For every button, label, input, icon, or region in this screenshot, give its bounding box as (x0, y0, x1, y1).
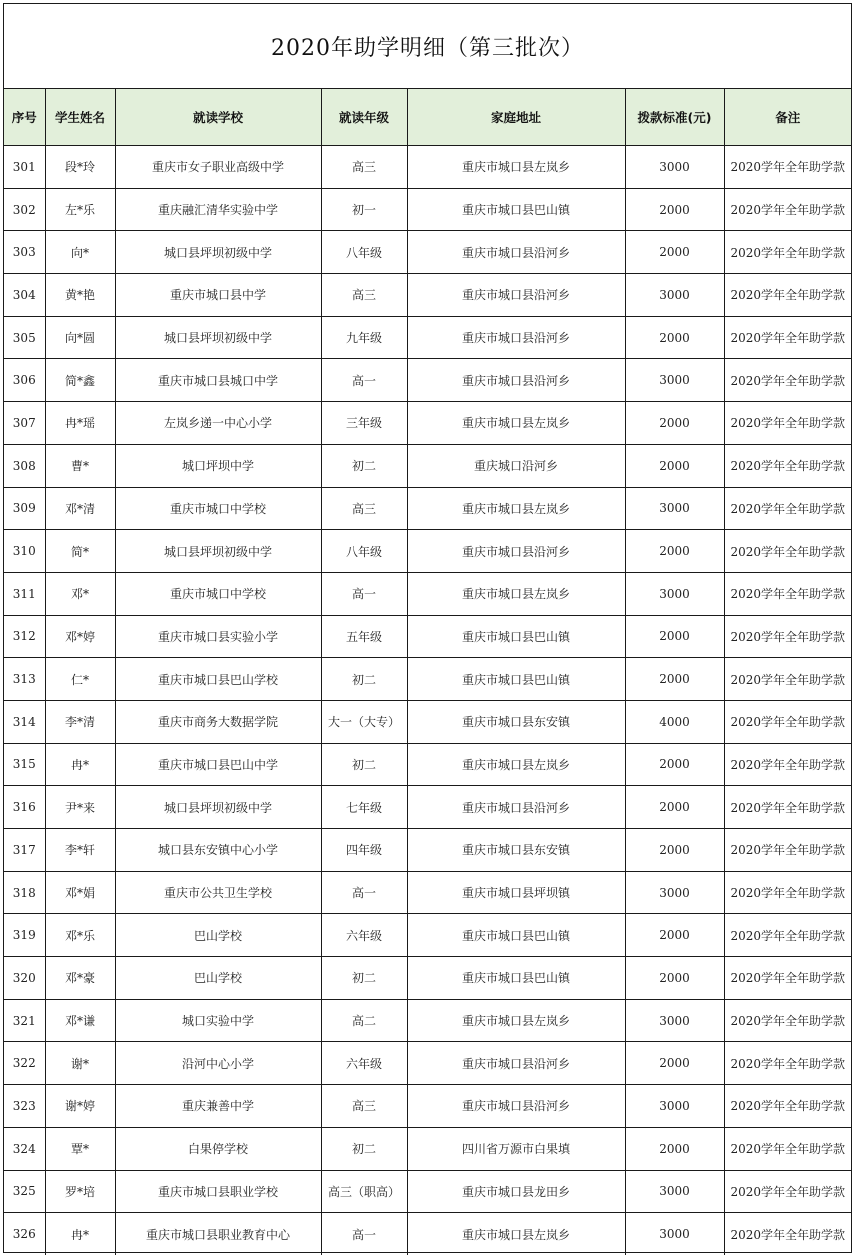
cell-school: 重庆市城口县职业教育中心 (115, 1213, 321, 1255)
cell-index: 320 (4, 957, 45, 1000)
table-row (4, 1127, 851, 1170)
cell-school: 城口县东安镇中心小学 (115, 829, 321, 872)
cell-school: 重庆市城口县城口中学 (115, 359, 321, 402)
cell-grade: 三年级 (321, 402, 407, 445)
cell-student-name: 邓*谦 (45, 999, 115, 1042)
table-row (4, 572, 851, 615)
header-amount: 拨款标准(元) (625, 89, 724, 146)
cell-amount: 2000 (625, 1127, 724, 1170)
cell-grade: 高三（职高） (321, 1170, 407, 1213)
cell-grade: 八年级 (321, 530, 407, 573)
cell-grade: 初二 (321, 1127, 407, 1170)
cell-index: 316 (4, 786, 45, 829)
cell-remark: 2020学年全年助学款 (724, 957, 851, 1000)
cell-index: 312 (4, 615, 45, 658)
cell-amount: 2000 (625, 530, 724, 573)
table-row (4, 743, 851, 786)
table-row (4, 444, 851, 487)
cell-amount: 2000 (625, 188, 724, 231)
cell-student-name: 冉*瑶 (45, 402, 115, 445)
table-row (4, 530, 851, 573)
cell-home-address: 重庆市城口县左岚乡 (407, 402, 625, 445)
cell-remark: 2020学年全年助学款 (724, 999, 851, 1042)
cell-amount: 2000 (625, 786, 724, 829)
cell-amount: 2000 (625, 829, 724, 872)
cell-grade: 初二 (321, 743, 407, 786)
cell-remark: 2020学年全年助学款 (724, 444, 851, 487)
cell-amount: 2000 (625, 444, 724, 487)
cell-index: 307 (4, 402, 45, 445)
cell-index: 324 (4, 1127, 45, 1170)
cell-index: 325 (4, 1170, 45, 1213)
cell-remark: 2020学年全年助学款 (724, 1042, 851, 1085)
cell-amount: 3000 (625, 572, 724, 615)
cell-amount: 3000 (625, 1170, 724, 1213)
cell-grade: 高三 (321, 274, 407, 317)
cell-index: 319 (4, 914, 45, 957)
cell-home-address: 重庆市城口县沿河乡 (407, 786, 625, 829)
cell-amount: 3000 (625, 871, 724, 914)
cell-amount: 3000 (625, 359, 724, 402)
cell-remark: 2020学年全年助学款 (724, 402, 851, 445)
cell-student-name: 段*玲 (45, 146, 115, 189)
cell-remark: 2020学年全年助学款 (724, 743, 851, 786)
cell-amount: 2000 (625, 743, 724, 786)
header-grade: 就读年级 (321, 89, 407, 146)
cell-amount: 2000 (625, 316, 724, 359)
cell-student-name: 仁* (45, 658, 115, 701)
cell-amount: 2000 (625, 1042, 724, 1085)
cell-index: 302 (4, 188, 45, 231)
cell-school: 重庆市公共卫生学校 (115, 871, 321, 914)
cell-index: 321 (4, 999, 45, 1042)
cell-grade: 高一 (321, 871, 407, 914)
cell-school: 巴山学校 (115, 957, 321, 1000)
header-index: 序号 (4, 89, 45, 146)
cell-remark: 2020学年全年助学款 (724, 1127, 851, 1170)
cell-amount: 3000 (625, 1085, 724, 1128)
cell-index: 315 (4, 743, 45, 786)
table-row (4, 146, 851, 189)
table-row (4, 1085, 851, 1128)
cell-school: 重庆融汇清华实验中学 (115, 188, 321, 231)
cell-remark: 2020学年全年助学款 (724, 700, 851, 743)
cell-home-address: 重庆市城口县左岚乡 (407, 487, 625, 530)
aid-table (4, 89, 851, 1255)
cell-remark: 2020学年全年助学款 (724, 188, 851, 231)
cell-home-address: 重庆市城口县巴山镇 (407, 658, 625, 701)
cell-student-name: 李*轩 (45, 829, 115, 872)
cell-school: 重庆兼善中学 (115, 1085, 321, 1128)
header-remark: 备注 (724, 89, 851, 146)
cell-school: 城口实验中学 (115, 999, 321, 1042)
cell-home-address: 重庆市城口县左岚乡 (407, 572, 625, 615)
cell-school: 重庆市女子职业高级中学 (115, 146, 321, 189)
cell-school: 重庆市城口中学校 (115, 572, 321, 615)
cell-school: 重庆市城口中学校 (115, 487, 321, 530)
cell-home-address: 重庆市城口县沿河乡 (407, 1042, 625, 1085)
table-row (4, 786, 851, 829)
header-student-name: 学生姓名 (45, 89, 115, 146)
table-row (4, 1213, 851, 1255)
cell-student-name: 谢* (45, 1042, 115, 1085)
cell-remark: 2020学年全年助学款 (724, 572, 851, 615)
cell-grade: 初二 (321, 444, 407, 487)
cell-index: 313 (4, 658, 45, 701)
cell-school: 重庆市城口县巴山学校 (115, 658, 321, 701)
cell-student-name: 曹* (45, 444, 115, 487)
cell-student-name: 简*鑫 (45, 359, 115, 402)
cell-school: 重庆市城口县实验小学 (115, 615, 321, 658)
cell-remark: 2020学年全年助学款 (724, 359, 851, 402)
cell-remark: 2020学年全年助学款 (724, 274, 851, 317)
table-row (4, 829, 851, 872)
table-row (4, 1042, 851, 1085)
cell-school: 城口县坪坝初级中学 (115, 786, 321, 829)
cell-school: 沿河中心小学 (115, 1042, 321, 1085)
cell-grade: 八年级 (321, 231, 407, 274)
cell-home-address: 重庆市城口县沿河乡 (407, 274, 625, 317)
cell-index: 310 (4, 530, 45, 573)
cell-student-name: 覃* (45, 1127, 115, 1170)
cell-remark: 2020学年全年助学款 (724, 786, 851, 829)
cell-home-address: 重庆市城口县左岚乡 (407, 1213, 625, 1255)
cell-grade: 九年级 (321, 316, 407, 359)
cell-remark: 2020学年全年助学款 (724, 1085, 851, 1128)
cell-grade: 高三 (321, 487, 407, 530)
cell-grade: 高一 (321, 572, 407, 615)
cell-grade: 四年级 (321, 829, 407, 872)
table-row (4, 402, 851, 445)
cell-grade: 高一 (321, 359, 407, 402)
cell-home-address: 重庆市城口县左岚乡 (407, 146, 625, 189)
cell-grade: 五年级 (321, 615, 407, 658)
cell-home-address: 重庆市城口县沿河乡 (407, 231, 625, 274)
table-row (4, 957, 851, 1000)
cell-index: 323 (4, 1085, 45, 1128)
cell-index: 303 (4, 231, 45, 274)
cell-grade: 初一 (321, 188, 407, 231)
cell-amount: 3000 (625, 274, 724, 317)
cell-student-name: 谢*婷 (45, 1085, 115, 1128)
cell-index: 304 (4, 274, 45, 317)
cell-home-address: 重庆市城口县龙田乡 (407, 1170, 625, 1213)
cell-home-address: 重庆市城口县沿河乡 (407, 1085, 625, 1128)
cell-school: 白果停学校 (115, 1127, 321, 1170)
cell-amount: 2000 (625, 402, 724, 445)
cell-index: 322 (4, 1042, 45, 1085)
cell-student-name: 黄*艳 (45, 274, 115, 317)
cell-home-address: 四川省万源市白果填 (407, 1127, 625, 1170)
aid-sheet (3, 3, 852, 1253)
table-row (4, 359, 851, 402)
table-body (4, 146, 851, 1255)
cell-school: 巴山学校 (115, 914, 321, 957)
cell-school: 城口县坪坝初级中学 (115, 316, 321, 359)
cell-school: 重庆市城口县中学 (115, 274, 321, 317)
cell-grade: 六年级 (321, 1042, 407, 1085)
table-row (4, 231, 851, 274)
cell-remark: 2020学年全年助学款 (724, 231, 851, 274)
cell-index: 306 (4, 359, 45, 402)
header-home-address: 家庭地址 (407, 89, 625, 146)
cell-amount: 3000 (625, 999, 724, 1042)
cell-remark: 2020学年全年助学款 (724, 615, 851, 658)
cell-home-address: 重庆市城口县巴山镇 (407, 188, 625, 231)
cell-student-name: 邓*娟 (45, 871, 115, 914)
cell-amount: 2000 (625, 957, 724, 1000)
cell-home-address: 重庆市城口县巴山镇 (407, 914, 625, 957)
cell-remark: 2020学年全年助学款 (724, 1213, 851, 1255)
cell-school: 城口坪坝中学 (115, 444, 321, 487)
cell-grade: 高三 (321, 146, 407, 189)
cell-remark: 2020学年全年助学款 (724, 1170, 851, 1213)
cell-student-name: 邓*乐 (45, 914, 115, 957)
cell-grade: 初二 (321, 957, 407, 1000)
cell-index: 311 (4, 572, 45, 615)
cell-index: 309 (4, 487, 45, 530)
cell-remark: 2020学年全年助学款 (724, 530, 851, 573)
cell-grade: 大一（大专） (321, 700, 407, 743)
sheet-title: 2020年助学明细（第三批次） (4, 4, 851, 89)
table-row (4, 188, 851, 231)
cell-home-address: 重庆市城口县坪坝镇 (407, 871, 625, 914)
cell-home-address: 重庆城口沿河乡 (407, 444, 625, 487)
table-row (4, 700, 851, 743)
cell-index: 305 (4, 316, 45, 359)
cell-home-address: 重庆市城口县左岚乡 (407, 999, 625, 1042)
cell-remark: 2020学年全年助学款 (724, 658, 851, 701)
cell-student-name: 邓*豪 (45, 957, 115, 1000)
header-school: 就读学校 (115, 89, 321, 146)
table-row (4, 274, 851, 317)
cell-amount: 3000 (625, 1213, 724, 1255)
cell-student-name: 邓*婷 (45, 615, 115, 658)
cell-home-address: 重庆市城口县东安镇 (407, 829, 625, 872)
cell-grade: 六年级 (321, 914, 407, 957)
cell-home-address: 重庆市城口县东安镇 (407, 700, 625, 743)
cell-home-address: 重庆市城口县沿河乡 (407, 316, 625, 359)
cell-amount: 2000 (625, 231, 724, 274)
cell-student-name: 罗*培 (45, 1170, 115, 1213)
cell-grade: 高二 (321, 999, 407, 1042)
cell-student-name: 左*乐 (45, 188, 115, 231)
cell-school: 左岚乡递一中心小学 (115, 402, 321, 445)
cell-school: 城口县坪坝初级中学 (115, 231, 321, 274)
cell-index: 317 (4, 829, 45, 872)
cell-student-name: 冉* (45, 743, 115, 786)
table-row (4, 487, 851, 530)
cell-amount: 4000 (625, 700, 724, 743)
cell-grade: 高一 (321, 1213, 407, 1255)
cell-amount: 2000 (625, 658, 724, 701)
cell-remark: 2020学年全年助学款 (724, 871, 851, 914)
cell-amount: 3000 (625, 487, 724, 530)
cell-remark: 2020学年全年助学款 (724, 829, 851, 872)
table-row (4, 615, 851, 658)
cell-remark: 2020学年全年助学款 (724, 146, 851, 189)
cell-index: 314 (4, 700, 45, 743)
cell-school: 重庆市城口县职业学校 (115, 1170, 321, 1213)
table-row (4, 316, 851, 359)
cell-amount: 2000 (625, 615, 724, 658)
cell-amount: 3000 (625, 146, 724, 189)
cell-home-address: 重庆市城口县左岚乡 (407, 743, 625, 786)
cell-grade: 高三 (321, 1085, 407, 1128)
table-row (4, 871, 851, 914)
cell-student-name: 邓*清 (45, 487, 115, 530)
cell-school: 城口县坪坝初级中学 (115, 530, 321, 573)
cell-amount: 2000 (625, 914, 724, 957)
cell-school: 重庆市城口县巴山中学 (115, 743, 321, 786)
cell-home-address: 重庆市城口县巴山镇 (407, 615, 625, 658)
cell-grade: 初二 (321, 658, 407, 701)
cell-student-name: 向*圆 (45, 316, 115, 359)
cell-student-name: 简* (45, 530, 115, 573)
cell-remark: 2020学年全年助学款 (724, 487, 851, 530)
table-row (4, 1170, 851, 1213)
cell-home-address: 重庆市城口县沿河乡 (407, 530, 625, 573)
cell-index: 308 (4, 444, 45, 487)
cell-remark: 2020学年全年助学款 (724, 316, 851, 359)
header-row (4, 89, 851, 146)
cell-index: 326 (4, 1213, 45, 1255)
cell-home-address: 重庆市城口县沿河乡 (407, 359, 625, 402)
cell-student-name: 向* (45, 231, 115, 274)
table-row (4, 914, 851, 957)
cell-student-name: 邓* (45, 572, 115, 615)
cell-remark: 2020学年全年助学款 (724, 914, 851, 957)
cell-student-name: 尹*来 (45, 786, 115, 829)
cell-index: 318 (4, 871, 45, 914)
cell-student-name: 李*清 (45, 700, 115, 743)
cell-student-name: 冉* (45, 1213, 115, 1255)
cell-home-address: 重庆市城口县巴山镇 (407, 957, 625, 1000)
table-row (4, 658, 851, 701)
cell-grade: 七年级 (321, 786, 407, 829)
cell-index: 301 (4, 146, 45, 189)
table-row (4, 999, 851, 1042)
cell-school: 重庆市商务大数据学院 (115, 700, 321, 743)
